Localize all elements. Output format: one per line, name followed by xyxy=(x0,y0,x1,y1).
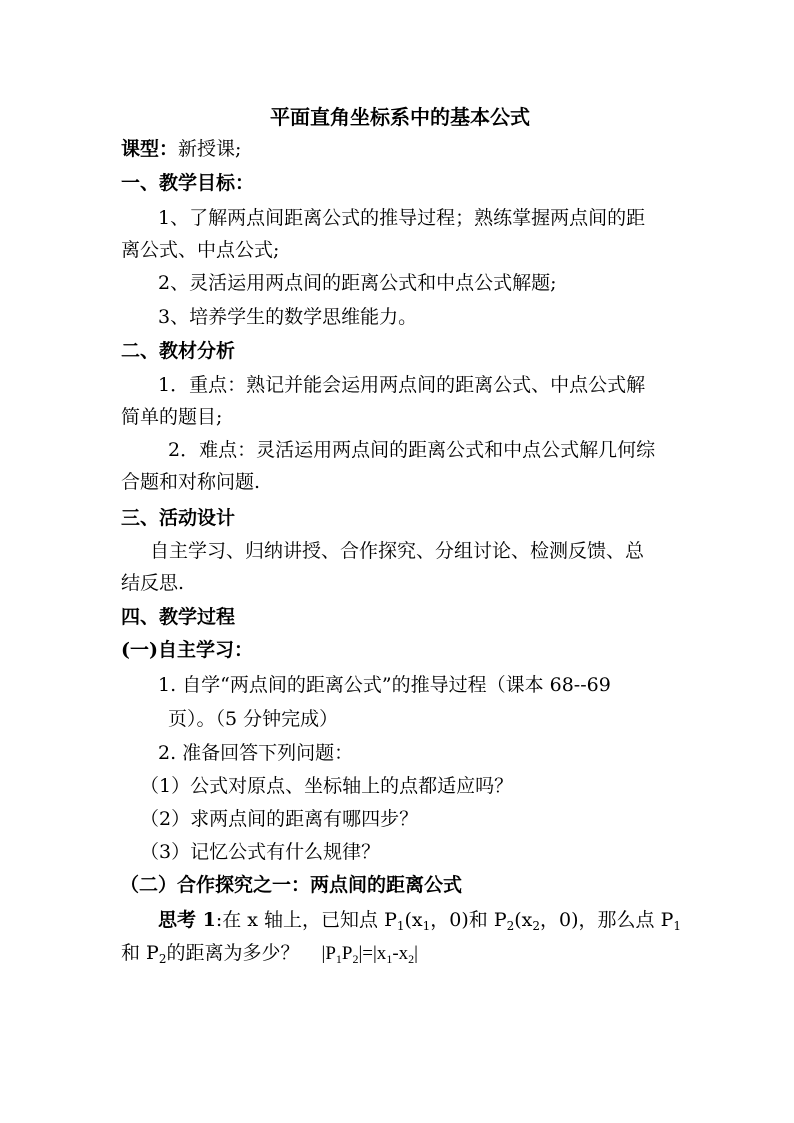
objective-2: 2、灵活运用两点间的距离公式和中点公式解题; xyxy=(158,272,557,294)
question-2: （2）求两点间的距离有哪四步？ xyxy=(140,808,419,830)
course-type xyxy=(121,136,241,162)
section-heading-process: 四、教学过程 xyxy=(121,606,236,628)
self-study-1-line2: 页）。（5 分钟完成） xyxy=(168,708,339,730)
subsection-cooperative: （二）合作探究之一：两点间的距离公式 xyxy=(120,874,463,896)
analysis-2-line2: 合题和对称问题. xyxy=(121,471,261,493)
self-study-2: 2. 准备回答下列问题： xyxy=(158,742,354,764)
distance-formula: $|P_1P_2|=|x_1-x_2|$ xyxy=(321,943,418,966)
analysis-1-line1: 1．重点：熟记并能会运用两点间的距离公式、中点公式解 xyxy=(158,374,646,396)
activity-line1: 自主学习、归纳讲授、合作探究、分组讨论、检测反馈、总 xyxy=(150,540,645,562)
objective-1-line2: 离公式、中点公式; xyxy=(121,239,280,261)
objective-3: 3、培养学生的数学思维能力。 xyxy=(158,306,418,328)
section-heading-objectives: 一、教学目标： xyxy=(121,172,255,194)
course-type-value: 新授课; xyxy=(178,138,242,160)
think-1-label: 思考 1 xyxy=(158,909,216,931)
think-1-line1: 思考 1:在 x 轴上，已知点 $P_1(x_1$，0)和 $P_2(x_2$，0)，那么点 $P_1$ xyxy=(158,909,682,933)
question-3: （3）记忆公式有什么规律？ xyxy=(140,841,381,863)
section-heading-activity: 三、活动设计 xyxy=(121,507,236,529)
objective-1-line1: 1、了解两点间距离公式的推导过程；熟练掌握两点间的距 xyxy=(158,207,646,229)
subsection-self-study: (一)自主学习： xyxy=(121,639,253,661)
section-heading-analysis: 二、教材分析 xyxy=(121,340,236,362)
document-title: 平面直角坐标系中的基本公式 xyxy=(270,105,530,129)
question-1: （1）公式对原点、坐标轴上的点都适应吗？ xyxy=(140,775,514,797)
activity-line2: 结反思. xyxy=(121,572,185,594)
analysis-1-line2: 简单的题目; xyxy=(121,406,223,428)
self-study-1-line1: 1. 自学“两点间的距离公式”的推导过程（课本 68--69 xyxy=(158,674,611,696)
course-type-label: 课型： xyxy=(121,138,179,160)
think-1-line2: 和 $P_2$的距离为多少？ $|P_1P_2|=|x_1-x_2|$ xyxy=(121,942,418,966)
analysis-2-line1: 2．难点：灵活运用两点间的距离公式和中点公式解几何综 xyxy=(168,439,656,461)
